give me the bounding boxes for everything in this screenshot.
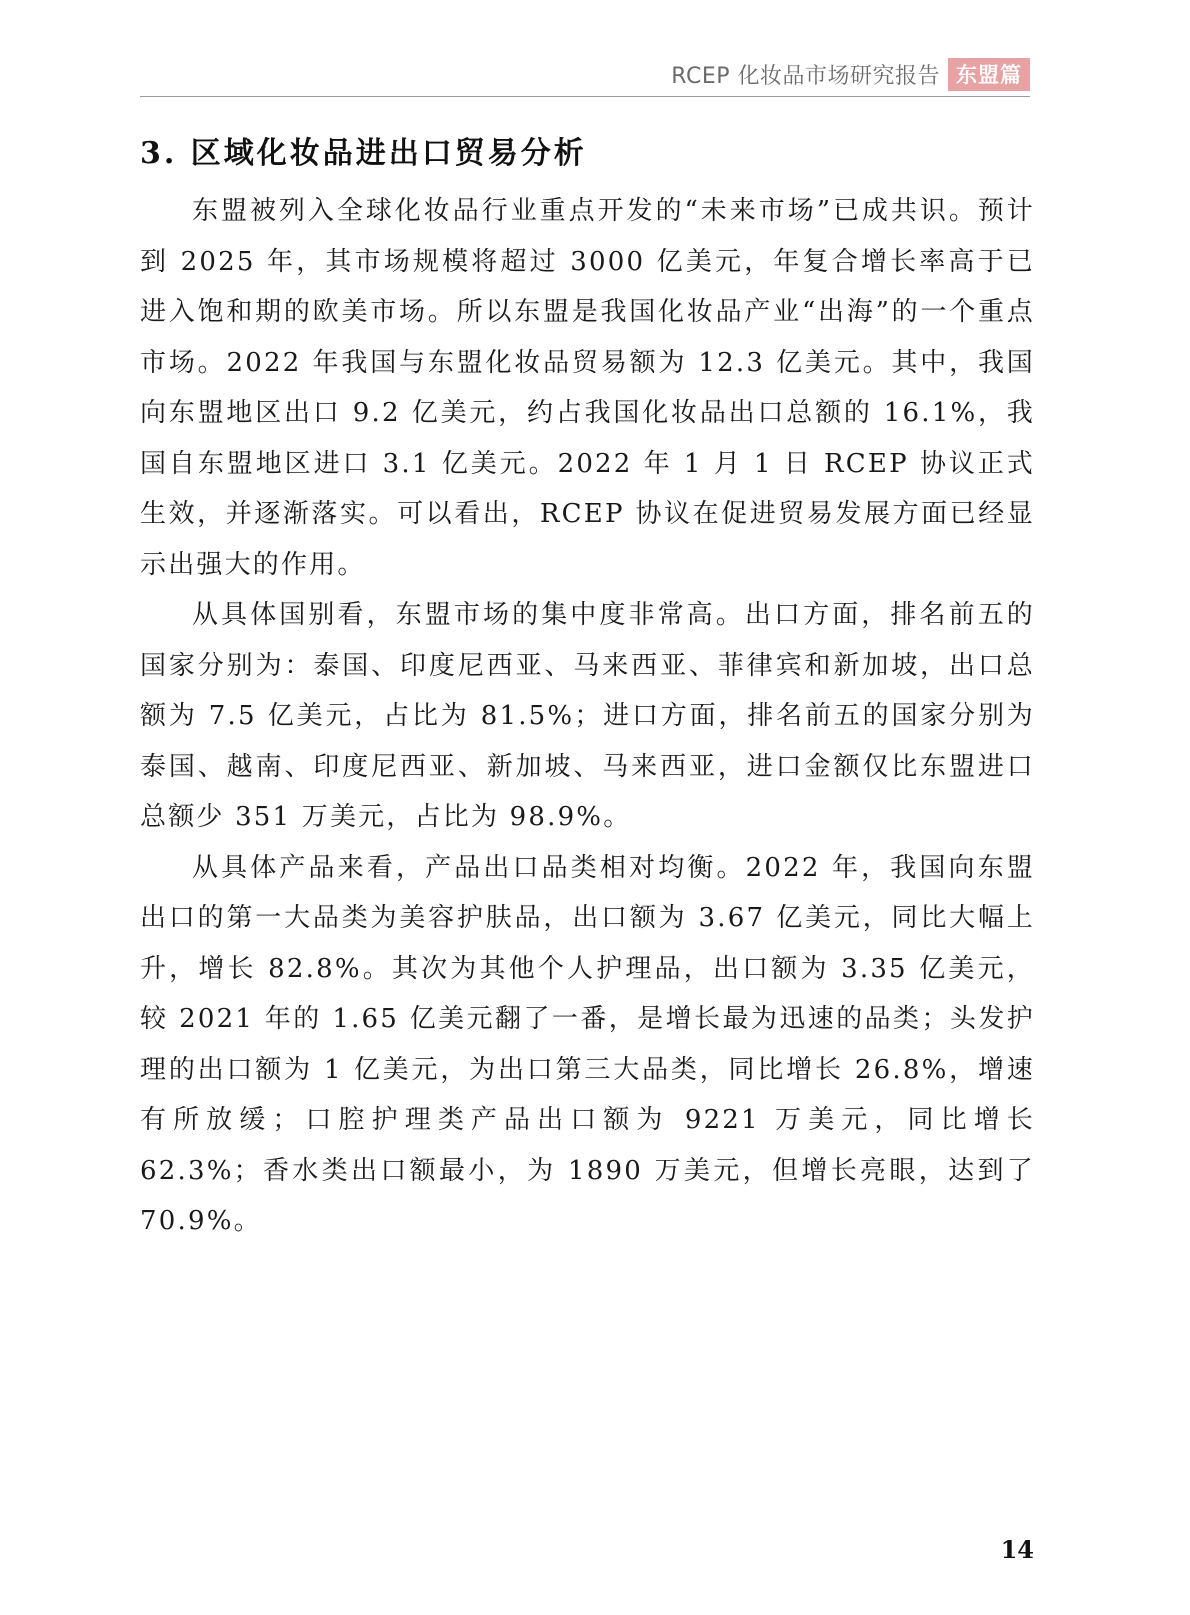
body-text (140, 186, 1035, 1247)
paragraph-trade-overview: 东盟被列入全球化妆品行业重点开发的“未来市场”已成共识。预计到 2025 年，其市场规模将超过 3000 亿美元，年复合增长率高于已进入饱和期的欧美市场。所以东盟是我国化妆品产业“出海”的一个重点市场。2022 年我国与东盟化妆品贸易额为 12.3 亿美元。其中，我国向东盟地区出口 9.2 亿美元，约占我国化妆品出口总额的 16.1%，我国自东盟地区进口 3.1 亿美元。2022 年 1 月 1 日 RCEP 协议正式生效，并逐渐落实。可以看出，RCEP 协议在促进贸易发展方面已经显示出强大的作用。 (140, 196, 1035, 580)
chapter-badge: 东盟篇 (948, 58, 1030, 91)
paragraph-product-breakdown: 从具体产品来看，产品出口品类相对均衡。2022 年，我国向东盟出口的第一大品类为美容护肤品，出口额为 3.67 亿美元，同比大幅上升，增长 82.8%。其次为其他个人护理品，出口额为 3.35 亿美元，较 2021 年的 1.65 亿美元翻了一番，是增长最为迅速的品类；头发护理的出口额为 1 亿美元，为出口第三大品类，同比增长 26.8%，增速有所放缓；口腔护理类产品出口额为 9221 万美元，同比增长 62.3%；香水类出口额最小，为 1890 万美元，但增长亮眼，达到了 70.9%。 (140, 852, 1035, 1236)
page-number: 14 (1000, 1535, 1034, 1564)
paragraph-country-breakdown: 从具体国别看，东盟市场的集中度非常高。出口方面，排名前五的国家分别为：泰国、印度尼西亚、马来西亚、菲律宾和新加坡，出口总额为 7.5 亿美元，占比为 81.5%；进口方面，排名前五的国家分别为泰国、越南、印度尼西亚、新加坡、马来西亚，进口金额仅比东盟进口总额少 351 万美元，占比为 98.9%。 (140, 600, 1035, 832)
section-heading: 3. 区域化妆品进出口贸易分析 (140, 136, 587, 171)
report-title: RCEP 化妆品市场研究报告 (671, 63, 940, 89)
running-header (140, 52, 1030, 97)
